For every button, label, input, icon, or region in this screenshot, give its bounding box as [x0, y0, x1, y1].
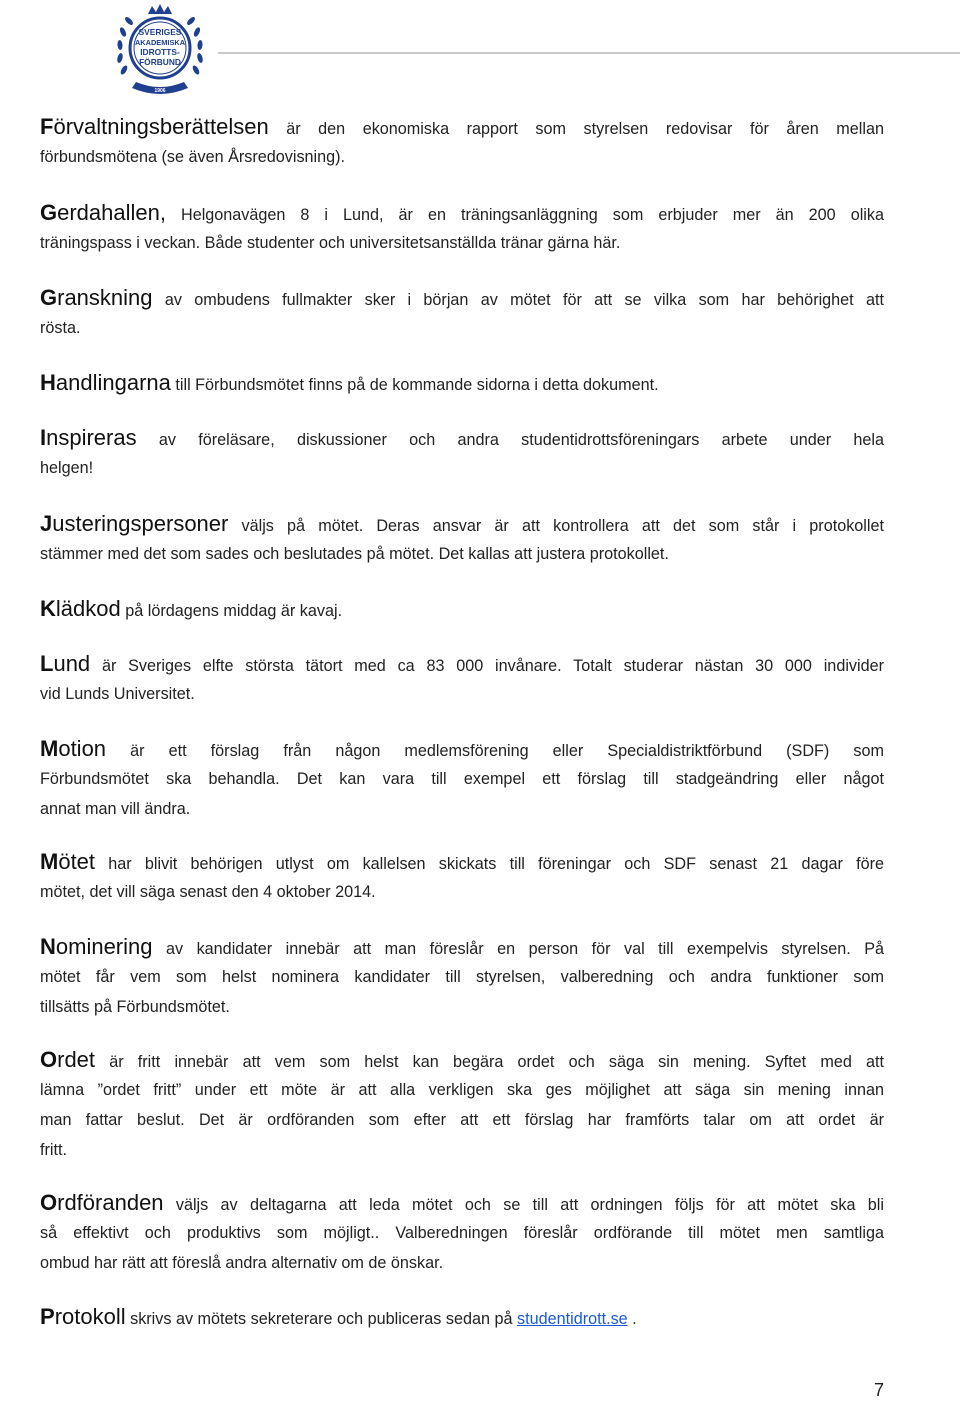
- entry-text: av kandidater innebär att man föreslår en person för val till exempelvis styrelsen. På: [152, 940, 884, 958]
- entry-text: vid Lunds Universitet.: [40, 685, 195, 703]
- entry-line: [40, 679, 884, 709]
- term-rest: rdföranden: [57, 1190, 164, 1215]
- entry-text: helgen!: [40, 459, 94, 477]
- crown-icon: [148, 4, 172, 14]
- term-initial: I: [40, 425, 47, 450]
- entry-term: [40, 511, 228, 536]
- entry-term: [40, 370, 171, 395]
- glossary-entry: [40, 649, 884, 709]
- glossary-entry: [40, 198, 884, 258]
- entry-line: [40, 992, 884, 1022]
- entry-line: [40, 423, 884, 453]
- entry-term: [40, 934, 153, 959]
- entry-text: till Förbundsmötet finns på de kommande sidorna i detta dokument.: [170, 376, 659, 394]
- sverigesakademiska-idrottsforbund-logo: [110, 0, 210, 100]
- glossary-entry: [40, 283, 884, 343]
- entry-term: [40, 849, 95, 874]
- entry-text: fritt.: [40, 1141, 67, 1159]
- entry-line: [40, 794, 884, 824]
- entry-text: är fritt innebär att vem som helst kan begära ordet och säga sin mening. Syftet med att: [95, 1053, 884, 1071]
- entry-line: [40, 368, 884, 398]
- term-rest: ötet: [58, 849, 96, 874]
- term-initial: F: [40, 114, 54, 139]
- term-initial: M: [40, 849, 59, 874]
- entry-term: [40, 425, 137, 450]
- glossary-entry: [40, 509, 884, 569]
- entry-text: förbundsmötena (se även Årsredovisning).: [40, 148, 346, 166]
- entry-line: [40, 198, 884, 228]
- term-rest: örvaltningsberättelsen: [53, 114, 269, 139]
- entry-line: [40, 932, 884, 962]
- entry-text: väljs på mötet. Deras ansvar är att kontrollera att det som står i protokollet: [228, 517, 884, 535]
- entry-line: [40, 1302, 884, 1332]
- entry-line: [40, 228, 884, 258]
- term-initial: K: [40, 596, 56, 621]
- entry-text: ombud har rätt att föreslå andra alternativ om de önskar.: [40, 1254, 444, 1272]
- term-rest: nspireras: [46, 425, 137, 450]
- term-initial: G: [40, 285, 58, 310]
- entry-line: [40, 1248, 884, 1278]
- glossary-entry: [40, 1045, 884, 1165]
- entry-term: [40, 285, 153, 310]
- entry-term: [40, 1304, 126, 1329]
- entry-text: träningspass i veckan. Både studenter och universitetsanställda tränar gärna här.: [40, 234, 621, 252]
- website-link[interactable]: studentidrott.se: [517, 1310, 628, 1328]
- term-rest: lädkod: [55, 596, 121, 621]
- entry-text: på lördagens middag är kavaj.: [120, 602, 343, 620]
- logo-emblem: [110, 0, 210, 100]
- entry-term: [40, 200, 166, 225]
- entry-text: Förbundsmötet ska behandla. Det kan vara till exempel ett förslag till stadgeändring eller något: [40, 770, 884, 788]
- entry-line: [40, 1045, 884, 1075]
- entry-text: mötet, det vill säga senast den 4 oktober 2014.: [40, 883, 376, 901]
- entry-text: är ett förslag från någon medlemsförening eller Specialdistriktförbund (SDF) som: [106, 742, 884, 760]
- entry-line: [40, 734, 884, 764]
- entry-line: [40, 313, 884, 343]
- entry-term: [40, 736, 106, 761]
- entry-line: [40, 283, 884, 313]
- entry-term: [40, 651, 90, 676]
- glossary-entry: [40, 932, 884, 1022]
- entry-text: man fattar beslut. Det är ordföranden som efter att ett förslag har framförts talar om att ordet är: [40, 1111, 884, 1129]
- glossary-entry: [40, 1188, 884, 1278]
- svg-text:AKADEMISKA: AKADEMISKA: [134, 38, 186, 47]
- entry-text: annat man vill ändra.: [40, 800, 191, 818]
- entry-line: [40, 1188, 884, 1218]
- term-rest: andlingarna: [55, 370, 171, 395]
- entry-line: [40, 509, 884, 539]
- entry-line: [40, 539, 884, 569]
- entry-text: Helgonavägen 8 i Lund, är en träningsanläggning som erbjuder mer än 200 olika: [166, 206, 884, 224]
- entry-line: [40, 142, 884, 172]
- entry-text: skrivs av mötets sekreterare och publiceras sedan på: [125, 1310, 517, 1328]
- entry-text-end: .: [627, 1310, 637, 1328]
- entry-text: mötet får vem som helst nominera kandidater till styrelsen, valberedning och andra funktioner som: [40, 968, 884, 986]
- term-rest: erdahallen,: [57, 200, 166, 225]
- term-initial: N: [40, 934, 56, 959]
- term-initial: O: [40, 1047, 58, 1072]
- glossary-entry: [40, 734, 884, 824]
- entry-text: av ombudens fullmakter sker i början av mötet för att se vilka som har behörighet att: [152, 291, 884, 309]
- term-rest: rdet: [57, 1047, 96, 1072]
- entry-line: [40, 764, 884, 794]
- entry-text: tillsätts på Förbundsmötet.: [40, 998, 230, 1016]
- glossary-entry: [40, 847, 884, 907]
- entry-line: [40, 847, 884, 877]
- entry-line: [40, 1135, 884, 1165]
- entry-text: rösta.: [40, 319, 81, 337]
- page-number: 7: [874, 1380, 885, 1400]
- entry-text: är den ekonomiska rapport som styrelsen redovisar för åren mellan: [268, 120, 884, 138]
- svg-text:FÖRBUND: FÖRBUND: [139, 57, 181, 67]
- term-initial: H: [40, 370, 56, 395]
- svg-text:IDROTTS-: IDROTTS-: [140, 47, 180, 57]
- term-rest: ominering: [55, 934, 153, 959]
- entry-text: av föreläsare, diskussioner och andra studentidrottsföreningars arbete under hela: [136, 431, 884, 449]
- svg-text:SVERIGES: SVERIGES: [138, 27, 182, 37]
- entry-line: [40, 1218, 884, 1248]
- entry-line: [40, 962, 884, 992]
- term-rest: ranskning: [57, 285, 153, 310]
- entry-line: [40, 453, 884, 483]
- entry-text: lämna ”ordet fritt” under ett möte är att alla verkligen ska ges möjlighet att säga sin mening innan: [40, 1081, 884, 1099]
- entry-text: väljs av deltagarna att leda mötet och se till att ordningen följs för att mötet ska bli: [163, 1196, 884, 1214]
- term-initial: O: [40, 1190, 58, 1215]
- glossary-entry: [40, 112, 884, 172]
- svg-text:1906: 1906: [154, 88, 166, 94]
- entry-text: stämmer med det som sades och beslutades på mötet. Det kallas att justera protokollet.: [40, 545, 669, 563]
- term-rest: otion: [58, 736, 107, 761]
- term-initial: L: [40, 651, 54, 676]
- glossary-entry: [40, 368, 884, 398]
- entry-term: [40, 1190, 164, 1215]
- entry-term: [40, 114, 269, 139]
- glossary-entry: [40, 1302, 884, 1332]
- glossary-entry: [40, 594, 884, 624]
- entry-text: så effektivt och produktivs som möjligt.. Valberedningen föreslår ordförande till mötet men samtliga: [40, 1224, 884, 1242]
- entry-line: [40, 1075, 884, 1105]
- term-initial: G: [40, 200, 58, 225]
- entry-term: [40, 596, 121, 621]
- glossary-entry: [40, 423, 884, 483]
- entry-line: [40, 649, 884, 679]
- entry-line: [40, 112, 884, 142]
- term-initial: J: [40, 511, 53, 536]
- entry-line: [40, 594, 884, 624]
- entry-text: har blivit behörigen utlyst om kallelsen skickats till föreningar och SDF senast 21 dagar före: [95, 855, 884, 873]
- term-rest: rotokoll: [54, 1304, 126, 1329]
- term-initial: M: [40, 736, 59, 761]
- entry-line: [40, 1105, 884, 1135]
- term-rest: und: [53, 651, 91, 676]
- entry-term: [40, 1047, 95, 1072]
- term-rest: usteringspersoner: [52, 511, 229, 536]
- entry-text: är Sveriges elfte största tätort med ca 83 000 invånare. Totalt studerar nästan 30 000 individer: [90, 657, 884, 675]
- header-divider: [218, 52, 960, 54]
- entry-line: [40, 877, 884, 907]
- term-initial: P: [40, 1304, 55, 1329]
